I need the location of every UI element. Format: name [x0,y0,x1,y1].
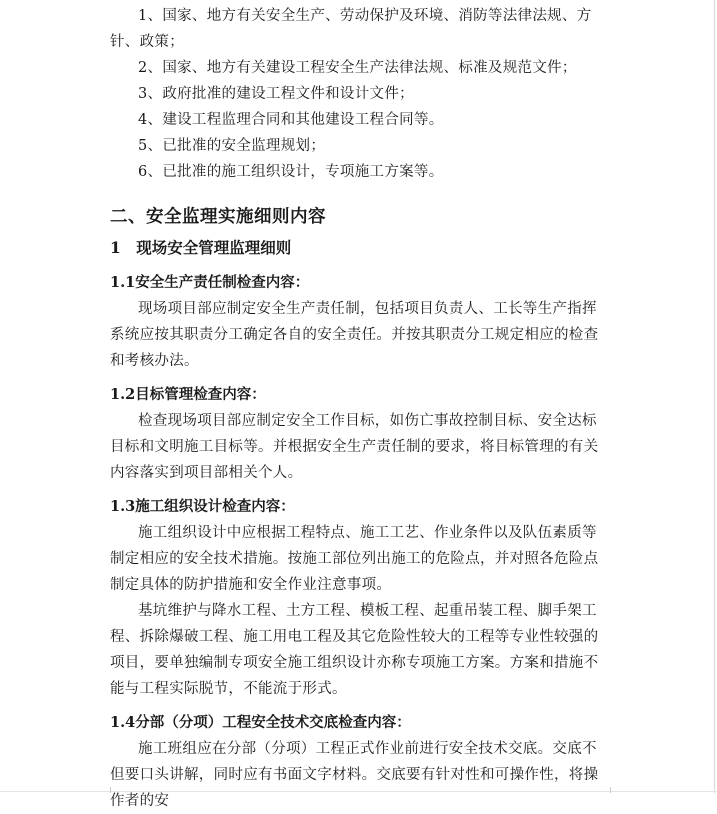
basis-item-3: 3、政府批准的建设工程文件和设计文件； [138,86,414,102]
margin-mark-right [610,787,611,793]
basis-item-2: 2、国家、地方有关建设工程安全生产法律法规、标准及规范文件； [138,60,577,76]
basis-item-6: 6、已批准的施工组织设计，专项施工方案等。 [138,164,444,180]
page-right-border [714,0,715,793]
subsection-1-heading: 1 现场安全管理监理细则 [110,238,292,257]
section-1-1-paragraph: 现场项目部应制定安全生产责任制，包括项目负责人、工长等生产指挥系统应按其职责分工确定各自的安全责任。并按其职责分工规定相应的检查和考核办法。 [110,301,599,369]
basis-item-4: 4、建设工程监理合同和其他建设工程合同等。 [138,112,444,128]
section-1-2-heading: 1.2目标管理检查内容： [110,386,266,403]
section-1-4-heading: 1.4分部（分项）工程安全技术交底检查内容： [110,714,411,731]
document-body [110,3,610,814]
section-1-4-paragraph: 施工班组应在分部（分项）工程正式作业前进行安全技术交底。交底不但要口头讲解，同时应有书面文字材料。交底要有针对性和可操作性，将操作者的安 [110,741,599,809]
section-2-heading: 二、安全监理实施细则内容 [110,207,326,227]
section-1-2-paragraph: 检查现场项目部应制定安全工作目标，如伤亡事故控制目标、安全达标目标和文明施工目标等。并根据安全生产责任制的要求，将目标管理的有关内容落实到项目部相关个人。 [110,413,599,481]
basis-item-5: 5、已批准的安全监理规划； [138,138,326,154]
section-1-3-paragraph-1: 施工组织设计中应根据工程特点、施工工艺、作业条件以及队伍素质等制定相应的安全技术措施。按施工部位列出施工的危险点，并对照各危险点制定具体的防护措施和安全作业注意事项。 [110,525,599,593]
section-1-3-heading: 1.3施工组织设计检查内容： [110,498,295,515]
section-1-1-heading: 1.1安全生产责任制检查内容： [110,274,310,291]
basis-item-1: 1、国家、地方有关安全生产、劳动保护及环境、消防等法律法规、方针、政策； [110,8,592,50]
section-1-3-paragraph-2: 基坑维护与降水工程、土方工程、模板工程、起重吊装工程、脚手架工程、拆除爆破工程、施工用电工程及其它危险性较大的工程等专业性较强的项目，要单独编制专项安全施工组织设计亦称专项施工方案。方案和措施不能与工程实际脱节，不能流于形式。 [110,603,599,697]
